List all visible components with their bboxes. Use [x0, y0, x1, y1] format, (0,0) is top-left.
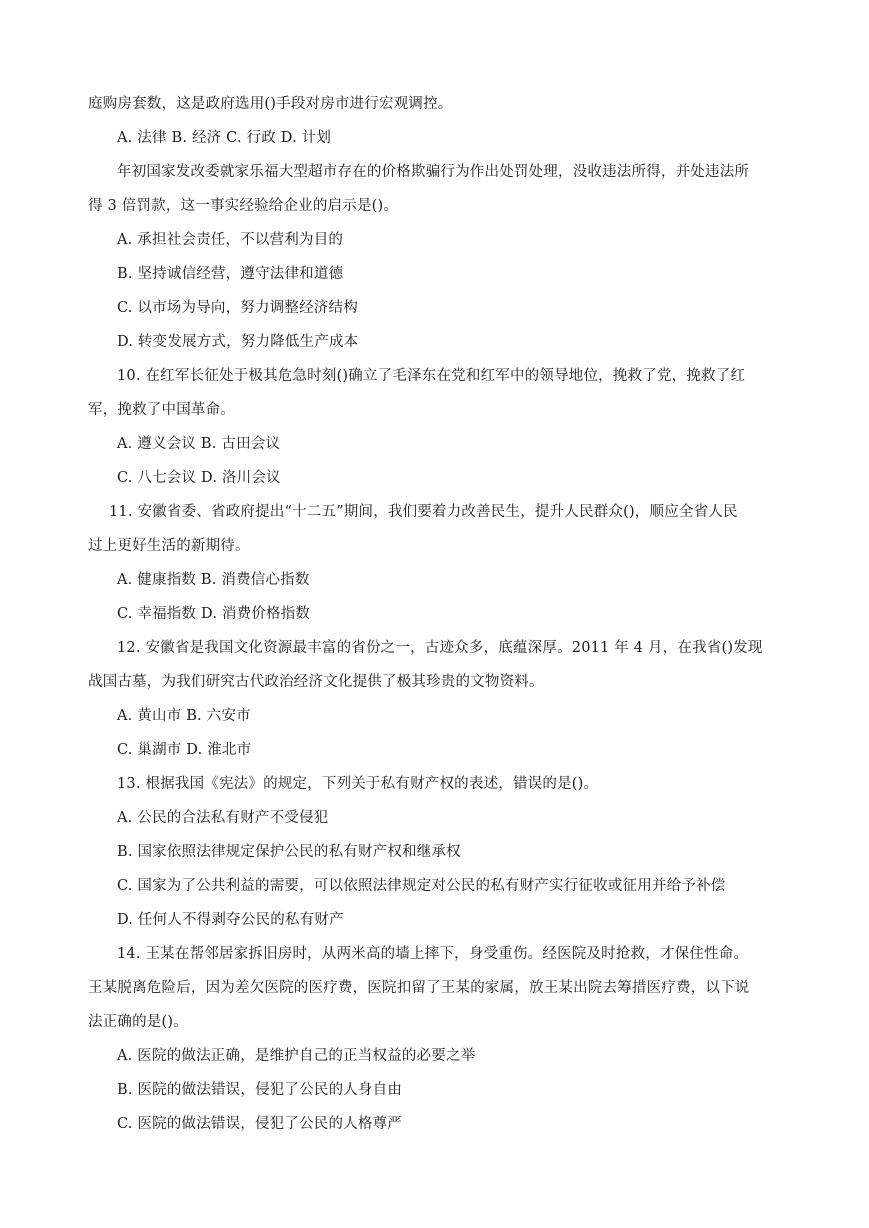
question-9a-options: A. 法律 B. 经济 C. 行政 D. 计划 [117, 130, 332, 146]
question-13-option-c: C. 国家为了公共利益的需要，可以依照法律规定对公民的私有财产实行征收或征用并给予补偿 [117, 878, 726, 894]
question-14-stem-line1: 14. 王某在帮邻居家拆旧房时，从两米高的墙上摔下，身受重伤。经医院及时抢救，才保住性命。 [117, 946, 749, 962]
question-12-stem-line1: 12. 安徽省是我国文化资源最丰富的省份之一，古迹众多，底蕴深厚。2011 年 4 月，在我省()发现 [117, 640, 763, 656]
question-14-option-a: A. 医院的做法正确，是维护自己的正当权益的必要之举 [117, 1048, 476, 1064]
question-9b-option-b: B. 坚持诚信经营，遵守法律和道德 [117, 266, 344, 282]
question-9b-stem-line1: 年初国家发改委就家乐福大型超市存在的价格欺骗行为作出处罚处理，没收违法所得，并处违法所 [117, 164, 750, 180]
question-14-option-b: B. 医院的做法错误，侵犯了公民的人身自由 [117, 1082, 403, 1098]
question-9b-stem-line2: 得 3 倍罚款，这一事实经验给企业的启示是()。 [88, 198, 399, 214]
question-13-option-d: D. 任何人不得剥夺公民的私有财产 [117, 912, 344, 928]
question-10-stem-line1: 10. 在红军长征处于极其危急时刻()确立了毛泽东在党和红军中的领导地位，挽救了党，挽救了红 [117, 368, 746, 384]
question-13-option-b: B. 国家依照法律规定保护公民的私有财产权和继承权 [117, 844, 461, 860]
question-11-options-ab: A. 健康指数 B. 消费信心指数 [117, 572, 310, 588]
question-13-option-a: A. 公民的合法私有财产不受侵犯 [117, 810, 329, 826]
question-9b-option-d: D. 转变发展方式，努力降低生产成本 [117, 334, 359, 350]
question-14-stem-line3: 法正确的是()。 [88, 1014, 188, 1030]
question-12-options-cd: C. 巢湖市 D. 淮北市 [117, 742, 252, 758]
question-10-stem-line2: 军，挽救了中国革命。 [88, 402, 235, 418]
question-9a-stem-end: 庭购房套数，这是政府选用()手段对房市进行宏观调控。 [88, 96, 453, 112]
question-12-stem-line2: 战国古墓，为我们研究古代政治经济文化提供了极其珍贵的文物资料。 [88, 674, 544, 690]
question-14-stem-line2: 王某脱离危险后，因为差欠医院的医疗费，医院扣留了王某的家属，放王某出院去筹措医疗费，以下说 [88, 980, 750, 996]
question-10-options-cd: C. 八七会议 D. 洛川会议 [117, 470, 281, 486]
question-11-stem-line2: 过上更好生活的新期待。 [88, 538, 250, 554]
question-14-option-c: C. 医院的做法错误，侵犯了公民的人格尊严 [117, 1116, 402, 1132]
question-9b-option-a: A. 承担社会责任，不以营利为目的 [117, 232, 344, 248]
question-13-stem: 13. 根据我国《宪法》的规定，下列关于私有财产权的表述，错误的是()。 [117, 776, 599, 792]
question-12-options-ab: A. 黄山市 B. 六安市 [117, 708, 251, 724]
question-9b-option-c: C. 以市场为导向，努力调整经济结构 [117, 300, 358, 316]
question-11-stem-line1: 11. 安徽省委、省政府提出“十二五”期间，我们要着力改善民生，提升人民群众()，顺应全省人民 [109, 504, 738, 520]
question-11-options-cd: C. 幸福指数 D. 消费价格指数 [117, 606, 311, 622]
question-10-options-ab: A. 遵义会议 B. 古田会议 [117, 436, 281, 452]
